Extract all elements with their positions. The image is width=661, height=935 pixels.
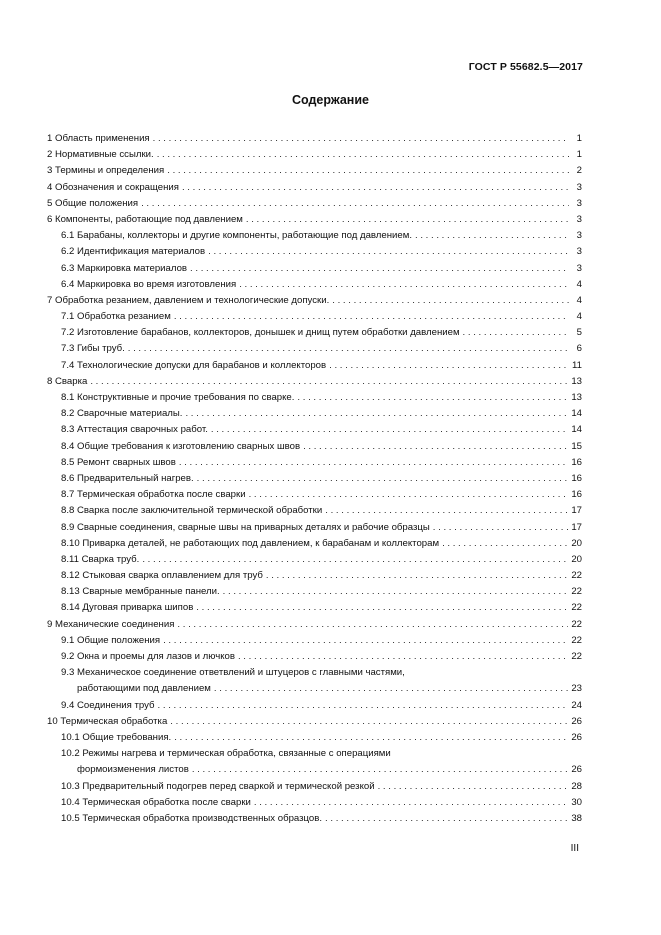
toc-leader-dots xyxy=(223,584,569,600)
toc-entry-page: 16 xyxy=(571,489,582,501)
toc-entry-title: 8.3 Аттестация сварочных работ. xyxy=(61,424,208,436)
toc-entry[interactable] xyxy=(47,358,582,374)
toc-entry[interactable] xyxy=(47,730,582,746)
toc-entry-title: 8.8 Сварка после заключительной термической обработки xyxy=(61,505,323,517)
toc-entry[interactable] xyxy=(47,261,582,277)
toc-entry-page: 15 xyxy=(571,440,582,452)
toc-entry[interactable] xyxy=(47,698,582,714)
toc-entry-page: 26 xyxy=(571,715,582,727)
toc-entry-title: 9.2 Окна и проемы для лазов и лючков xyxy=(61,651,235,662)
toc-entry[interactable] xyxy=(47,390,582,406)
toc-entry[interactable] xyxy=(47,196,582,212)
toc-entry[interactable] xyxy=(47,147,582,163)
toc-entry[interactable] xyxy=(47,277,582,293)
toc-entry-page: 28 xyxy=(571,780,582,792)
toc-entry[interactable] xyxy=(47,714,582,730)
toc-entry-title: 7.1 Обработка резанием xyxy=(61,311,171,323)
toc-entry-title: 7.3 Гибы труб. xyxy=(61,343,125,355)
toc-leader-dots xyxy=(214,681,568,697)
toc-entry-page: 3 xyxy=(576,262,582,274)
toc-entry[interactable] xyxy=(47,422,582,438)
toc-entry-title: 8.5 Ремонт сварных швов xyxy=(61,456,176,468)
toc-entry-page: 23 xyxy=(571,683,582,695)
toc-entry[interactable] xyxy=(47,228,582,244)
toc-entry[interactable] xyxy=(47,520,582,536)
toc-entry-title: 8.13 Сварные мембранные панели. xyxy=(61,586,220,598)
toc-entry-title: 7.4 Технологические допуски для барабанов и коллекторов xyxy=(61,359,327,371)
toc-entry[interactable] xyxy=(47,212,582,228)
toc-entry[interactable] xyxy=(47,487,582,503)
toc-entry[interactable] xyxy=(47,617,582,633)
toc-leader-dots xyxy=(177,617,568,633)
toc-entry-page: 1 xyxy=(576,149,582,161)
toc-entry-page: 22 xyxy=(571,586,582,598)
toc-entry[interactable] xyxy=(47,536,582,552)
toc-entry[interactable] xyxy=(47,584,582,600)
toc-entry-page: 22 xyxy=(571,618,582,630)
toc-entry-title: 2 Нормативные ссылки. xyxy=(47,149,154,161)
toc-entry-page: 11 xyxy=(572,359,582,371)
toc-leader-dots xyxy=(142,552,568,568)
toc-entry-title: 10.2 Режимы нагрева и термическая обработка, связанные с операциями xyxy=(61,748,391,760)
toc-leader-dots xyxy=(433,520,569,536)
toc-entry-title: 9.3 Механическое соединение ответвлений и штуцеров с главными частями, xyxy=(61,667,405,679)
toc-entry-page: 3 xyxy=(576,213,582,225)
toc-leader-dots xyxy=(463,325,569,341)
toc-leader-dots xyxy=(128,341,569,357)
toc-entry-title: 5 Общие положения xyxy=(47,197,139,209)
toc-leader-dots xyxy=(325,503,568,519)
toc-leader-dots xyxy=(190,261,569,277)
toc-entry-page: 26 xyxy=(571,731,582,743)
toc-entry[interactable] xyxy=(47,309,582,325)
toc-leader-dots xyxy=(179,455,568,471)
toc-entry-title: 4 Обозначения и сокращения xyxy=(47,181,179,193)
page-number: III xyxy=(570,843,579,854)
toc-entry[interactable] xyxy=(47,341,582,357)
toc-entry[interactable] xyxy=(47,795,582,811)
toc-entry[interactable] xyxy=(47,455,582,471)
toc-entry-page: 20 xyxy=(571,553,582,565)
toc-entry-title: 6.2 Идентификация материалов xyxy=(61,246,206,258)
toc-entry-page: 2 xyxy=(576,165,582,177)
toc-leader-dots xyxy=(303,439,568,455)
toc-entry-title: 6 Компоненты, работающие под давлением xyxy=(47,213,243,225)
toc-leader-dots xyxy=(185,406,568,422)
toc-entry-title: 9.1 Общие положения xyxy=(61,634,161,646)
toc-entry-title: 8.11 Сварка труб. xyxy=(61,553,140,565)
toc-entry-page: 4 xyxy=(576,294,582,306)
toc-leader-dots xyxy=(158,698,569,714)
toc-leader-dots xyxy=(325,811,568,827)
toc-entry-page: 17 xyxy=(571,505,582,517)
toc-entry-page: 1 xyxy=(576,133,582,144)
toc-entry-page: 3 xyxy=(576,197,582,209)
toc-leader-dots xyxy=(442,536,568,552)
toc-entry-title: 8.9 Сварные соединения, сварные швы на приварных деталях и рабочие образцы xyxy=(61,521,430,533)
toc-entry-page: 22 xyxy=(571,602,582,614)
toc-entry-page: 14 xyxy=(571,408,582,420)
toc-entry[interactable] xyxy=(47,600,582,616)
toc-entry-page: 4 xyxy=(576,278,582,290)
toc-leader-dots xyxy=(192,762,569,778)
toc-entry-title: 10.4 Термическая обработка после сварки xyxy=(61,796,251,808)
toc-leader-dots xyxy=(167,163,569,179)
toc-entry-title: 10.1 Общие требования. xyxy=(61,731,172,743)
toc-entry-page: 24 xyxy=(571,699,582,711)
toc-leader-dots xyxy=(332,293,569,309)
toc-leader-dots xyxy=(196,600,568,616)
toc-entry[interactable] xyxy=(47,293,582,309)
toc-entry-page: 13 xyxy=(571,375,582,387)
toc-entry-title: 8.4 Общие требования к изготовлению сварных швов xyxy=(61,440,301,452)
toc-entry-title: 9.4 Соединения труб xyxy=(61,699,155,711)
toc-leader-dots xyxy=(90,374,568,390)
toc-entry-page: 3 xyxy=(576,246,582,258)
toc-leader-dots xyxy=(297,390,568,406)
toc-entry[interactable] xyxy=(47,131,582,147)
toc-entry-title: 8.7 Термическая обработка после сварки xyxy=(61,489,246,501)
toc-entry-title: 8 Сварка xyxy=(47,375,88,387)
toc-entry-title: 8.1 Конструктивные и прочие требования по сварке. xyxy=(61,392,295,403)
toc-entry-title: 9 Механические соединения xyxy=(47,618,175,630)
toc-entry[interactable] xyxy=(47,180,582,196)
toc-entry[interactable] xyxy=(47,552,582,568)
toc-leader-dots xyxy=(174,730,568,746)
toc-entry-title: 7.2 Изготовление барабанов, коллекторов, донышек и днищ путем обработки давлением xyxy=(61,327,460,339)
toc-leader-dots xyxy=(153,131,569,147)
toc-leader-dots xyxy=(239,277,569,293)
toc-entry-page: 20 xyxy=(571,537,582,549)
toc-entry-page: 30 xyxy=(571,796,582,808)
toc-entry[interactable] xyxy=(47,811,582,827)
toc-leader-dots xyxy=(174,309,569,325)
toc-entry-title: 10.5 Термическая обработка производственных образцов. xyxy=(61,812,323,824)
toc-entry-page: 22 xyxy=(571,570,582,582)
toc-entry-title: 8.6 Предварительный нагрев. xyxy=(61,472,194,484)
toc-entry-title: 8.12 Стыковая сварка оплавлением для труб xyxy=(61,570,263,582)
toc-entry[interactable] xyxy=(47,439,582,455)
toc-leader-dots xyxy=(415,228,569,244)
toc-entry-title: 6.3 Маркировка материалов xyxy=(61,262,188,274)
toc-entry-title: 10.3 Предварительный подогрев перед сваркой и термической резкой xyxy=(61,780,375,792)
toc-leader-dots xyxy=(170,714,568,730)
toc-entry-page: 26 xyxy=(571,764,582,776)
toc-title: Содержание xyxy=(291,93,369,107)
toc-entry-page: 5 xyxy=(576,327,582,339)
toc-entry[interactable] xyxy=(47,163,582,179)
toc-entry-page: 38 xyxy=(571,812,582,824)
toc-entry[interactable] xyxy=(47,471,582,487)
toc-entry-title: 8.14 Дуговая приварка шипов xyxy=(61,602,194,614)
toc-entry-title: 7 Обработка резанием, давлением и технологические допуски. xyxy=(47,294,330,306)
toc-leader-dots xyxy=(208,244,569,260)
toc-entry-title: 6.4 Маркировка во время изготовления xyxy=(61,278,237,290)
toc-entry[interactable] xyxy=(47,779,582,795)
toc-leader-dots xyxy=(254,795,568,811)
toc-leader-dots xyxy=(249,487,569,503)
toc-entry[interactable] xyxy=(47,633,582,649)
toc-entry[interactable] xyxy=(47,746,582,778)
toc-entry-page: 16 xyxy=(571,456,582,468)
toc-leader-dots xyxy=(211,422,568,438)
toc-leader-dots xyxy=(266,568,568,584)
toc-entry-page: 3 xyxy=(576,230,582,242)
toc-entry[interactable] xyxy=(47,665,582,697)
toc-entry-page: 22 xyxy=(571,651,582,662)
toc-leader-dots xyxy=(378,779,569,795)
toc-entry-title: 10 Термическая обработка xyxy=(47,715,168,727)
toc-entry[interactable] xyxy=(47,649,582,665)
document-code: ГОСТ Р 55682.5—2017 xyxy=(468,61,583,73)
table-of-contents xyxy=(47,131,582,827)
toc-entry-page: 17 xyxy=(571,521,582,533)
toc-entry-title-cont: формоизменения листов xyxy=(77,764,189,776)
toc-leader-dots xyxy=(246,212,569,228)
toc-entry-title: 8.2 Сварочные материалы. xyxy=(61,408,183,420)
toc-entry-page: 13 xyxy=(571,392,582,403)
toc-entry[interactable] xyxy=(47,568,582,584)
toc-entry[interactable] xyxy=(47,374,582,390)
toc-leader-dots xyxy=(329,358,569,374)
toc-leader-dots xyxy=(182,180,569,196)
toc-entry-page: 3 xyxy=(576,181,582,193)
toc-entry-title: 8.10 Приварка деталей, не работающих под давлением, к барабанам и коллекторам xyxy=(61,537,440,549)
toc-entry[interactable] xyxy=(47,503,582,519)
toc-entry-title: 3 Термины и определения xyxy=(47,165,165,177)
toc-leader-dots xyxy=(197,471,569,487)
toc-leader-dots xyxy=(163,633,568,649)
toc-leader-dots xyxy=(157,147,569,163)
toc-entry-title-cont: работающими под давлением xyxy=(77,683,211,695)
toc-entry[interactable] xyxy=(47,325,582,341)
toc-entry-title: 6.1 Барабаны, коллекторы и другие компоненты, работающие под давлением. xyxy=(61,230,412,242)
toc-entry-page: 6 xyxy=(576,343,582,355)
toc-entry-page: 14 xyxy=(571,424,582,436)
toc-entry-page: 16 xyxy=(571,472,582,484)
toc-entry-page: 22 xyxy=(571,634,582,646)
toc-entry-title: 1 Область применения xyxy=(47,133,150,144)
toc-leader-dots xyxy=(238,649,568,665)
toc-entry-page: 4 xyxy=(576,311,582,323)
toc-leader-dots xyxy=(141,196,569,212)
toc-entry[interactable] xyxy=(47,406,582,422)
toc-entry[interactable] xyxy=(47,244,582,260)
